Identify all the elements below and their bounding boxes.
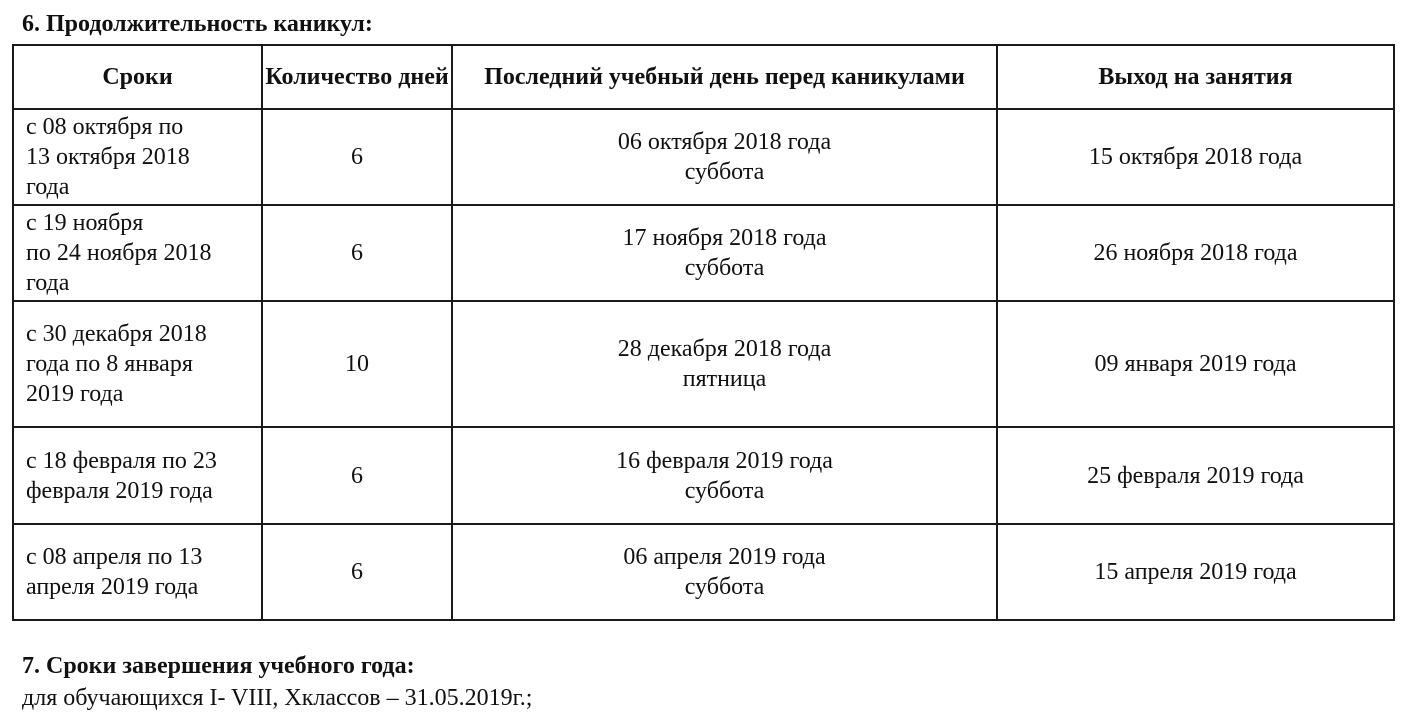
table-row	[13, 301, 1394, 427]
last-day-weekday: суббота	[684, 477, 765, 504]
period-cell	[13, 301, 262, 427]
table-header-row	[13, 45, 1394, 109]
period-cell	[13, 109, 262, 205]
last-day-cell	[452, 109, 997, 205]
return-cell: 15 апреля 2019 года	[997, 524, 1394, 620]
table-row	[13, 427, 1394, 524]
header-days-line1: Количество	[265, 64, 393, 90]
period-line: с 08 октября по	[26, 114, 184, 140]
header-days	[262, 45, 452, 109]
period-line: года	[26, 174, 70, 200]
return-cell: 09 января 2019 года	[997, 301, 1394, 427]
period-line: с 08 апреля по 13	[26, 544, 203, 570]
period-line: с 30 декабря 2018	[26, 321, 207, 347]
header-last-day-line1: Последний учебный день	[484, 64, 759, 90]
header-days-line2: дней	[398, 64, 449, 90]
return-cell: 25 февраля 2019 года	[997, 427, 1394, 524]
header-period: Сроки	[13, 45, 262, 109]
days-cell: 6	[262, 109, 452, 205]
table-row	[13, 109, 1394, 205]
header-last-day	[452, 45, 997, 109]
table-row	[13, 205, 1394, 301]
return-cell: 15 октября 2018 года	[997, 109, 1394, 205]
section-7-title: 7. Сроки завершения учебного года:	[22, 653, 415, 679]
last-day-date: 16 февраля 2019 года	[616, 447, 833, 474]
last-day-weekday: суббота	[684, 255, 765, 281]
vacation-table	[12, 44, 1395, 621]
period-cell	[13, 524, 262, 620]
last-day-date: 28 декабря 2018 года	[617, 336, 832, 362]
last-day-cell	[452, 205, 997, 301]
period-line: февраля 2019 года	[26, 477, 213, 504]
period-line: года по 8 января	[26, 351, 193, 377]
last-day-cell	[452, 524, 997, 620]
period-line: 13 октября 2018	[26, 144, 190, 170]
days-cell: 6	[262, 427, 452, 524]
last-day-weekday: суббота	[684, 159, 765, 185]
school-year-end-line: для обучающихся I- VIII, Xклассов – 31.05.2019г.;	[22, 685, 533, 711]
last-day-date: 17 ноября 2018 года	[622, 225, 827, 251]
days-cell: 10	[262, 301, 452, 427]
last-day-weekday: пятница	[682, 366, 767, 392]
return-cell: 26 ноября 2018 года	[997, 205, 1394, 301]
period-line: апреля 2019 года	[26, 574, 199, 600]
period-line: с 18 февраля по 23	[26, 447, 217, 474]
last-day-date: 06 октября 2018 года	[617, 129, 832, 155]
period-line: года	[26, 270, 70, 296]
days-cell: 6	[262, 205, 452, 301]
days-cell: 6	[262, 524, 452, 620]
period-line: с 19 ноября	[26, 210, 144, 236]
last-day-cell	[452, 427, 997, 524]
header-last-day-line2: перед каникулами	[764, 64, 965, 90]
header-return: Выход на занятия	[997, 45, 1394, 109]
period-line: по 24 ноября 2018	[26, 240, 212, 266]
last-day-weekday: суббота	[684, 574, 765, 600]
table-row	[13, 524, 1394, 620]
period-cell	[13, 205, 262, 301]
period-cell	[13, 427, 262, 524]
last-day-cell	[452, 301, 997, 427]
period-line: 2019 года	[26, 381, 124, 407]
section-6-title: 6. Продолжительность каникул:	[22, 11, 373, 37]
last-day-date: 06 апреля 2019 года	[623, 544, 826, 570]
